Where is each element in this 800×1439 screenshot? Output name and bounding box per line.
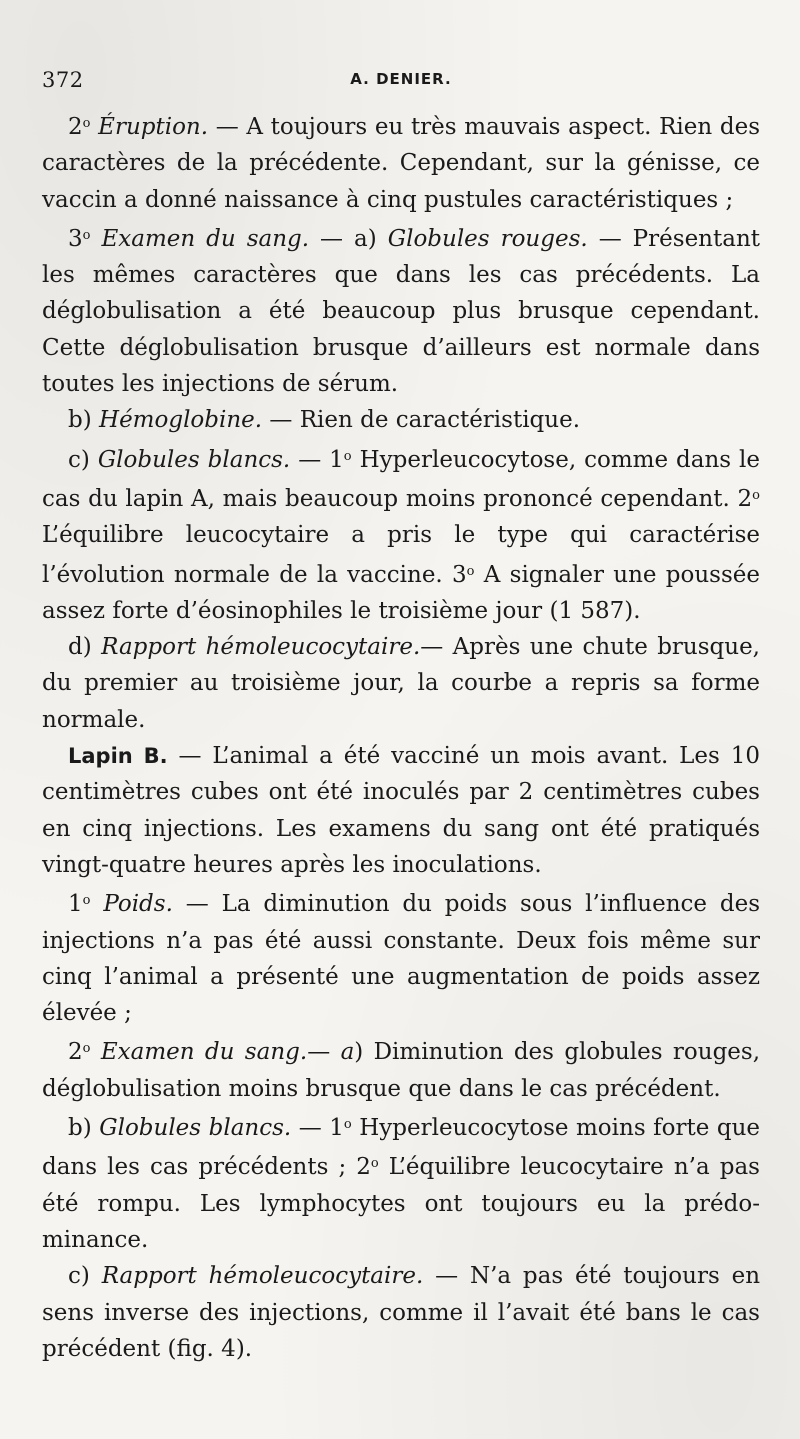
paragraph-rapport-b [42,1258,760,1367]
text-segment: — [307,1039,341,1066]
italic-heading: Examen du sang. [100,1039,308,1066]
text-segment: — Rien de caractéristique. [262,407,581,434]
page-number: 372 [42,68,84,92]
text-segment: b) [68,407,100,434]
text-segment: — N’a pas été toujours en sens inverse des injections, comme il l’avait été bans le cas précédent (fig. 4). [42,1263,761,1362]
text-segment: o [752,487,760,503]
italic-heading: Globules blancs. [99,1115,292,1142]
text-segment: c) [68,1263,102,1290]
text-segment: b) [68,1115,100,1142]
text-segment: o [82,1041,91,1057]
italic-heading: a [340,1039,355,1066]
italic-heading: Éruption. [98,114,209,140]
text-segment: 2 [68,114,83,140]
text-segment: Hyperleucocytose moins forte que dans les cas précédents ; 2 [42,1115,760,1181]
paragraph-globules-blancs-a [42,439,760,629]
text-segment: d) [68,634,102,661]
text-segment: — La diminution du poids sous l’influence des injections n’a pas été aussi constante. Deux fois même sur cinq l’animal a présenté une augmentation de poids assez élevée ; [42,891,761,1027]
text-segment: ) Diminution des globules rouges, déglobulisation moins brusque que dans le cas précédent. [42,1039,761,1102]
body-text [42,106,760,1367]
bold-heading: Lapin B. [68,744,168,769]
text-segment: — Après une chute brusque, du premier au troisième jour, la courbe a repris sa forme normale. [42,634,760,733]
text-segment [90,891,103,917]
italic-heading: Examen du sang. [101,225,310,252]
paragraph-hemoglobine [42,402,760,438]
text-segment: Hyperleucocytose, comme dans le cas du lapin A, mais beaucoup moins prononcé cependant. 2 [42,446,760,512]
text-segment: L’équilibre leucocytaire a pris le type qui caractérise l’évolution normale de la vaccine. 3 [42,522,760,588]
text-segment [90,226,101,252]
paragraph-lapin-b [42,738,760,883]
text-segment [90,1039,100,1065]
italic-heading: Rapport hémoleucocytaire. [101,1263,424,1290]
italic-heading: Rapport hémoleucocytaire. [101,634,421,661]
italic-heading: Hémoglobine. [99,407,263,434]
text-segment [90,114,98,140]
paragraph-examen-sang-b [42,1031,760,1107]
text-segment: o [343,1117,352,1133]
text-segment: — L’animal a été vacciné un mois avant. Les 10 centimètres cubes ont été inoculés par 2 centimètres cubes en cinq injections. Les examens du sang ont été pratiqués vingt-quatre heures après les inoculations. [42,743,760,878]
italic-heading: Poids. [103,891,173,918]
text-segment: 1 [68,891,83,918]
text-segment: o [82,227,91,243]
text-segment: — 1 [291,1115,344,1142]
text-segment: — Présentant les mêmes caractères que dans les cas précédents. La déglobulisation a été beaucoup plus brusque cependant. Cette déglobulisation brusque d’ailleurs est normale dans toutes les injections de sérum. [42,225,760,398]
text-segment: 2 [68,1039,83,1066]
paragraph-globules-blancs-b [42,1107,760,1258]
text-segment: o [466,563,475,579]
paragraph-rapport-a [42,629,760,738]
text-segment: A signaler une poussée assez forte d’éosinophiles le troisième jour (1 587). [42,561,760,624]
running-head [42,56,760,96]
text-segment: 3 [68,225,83,252]
running-title: A. DENIER. [350,70,452,88]
text-segment: o [82,116,91,131]
paragraph-poids [42,883,760,1031]
text-segment: c) [68,446,98,473]
paragraph-examen-sang [42,218,760,402]
italic-heading: Globules rouges. [387,225,588,252]
text-segment: — A toujours eu très mauvais aspect. Rien des caractères de la précédente. Cependant, sur la génisse, ce vaccin a donné naissance à cinq pustules caractéristiques ; [42,114,761,213]
text-segment: — 1 [290,446,344,473]
text-segment: o [343,448,352,464]
text-segment: — a) [309,225,388,252]
italic-heading: Globules blancs. [97,446,291,473]
paragraph-eruption [42,106,760,218]
text-segment: o [82,893,91,909]
text-segment: L’équilibre leucocytaire n’a pas été rompu. Les lymphocytes ont toujours eu la prédominance. [42,1154,760,1253]
text-segment: o [370,1156,379,1172]
